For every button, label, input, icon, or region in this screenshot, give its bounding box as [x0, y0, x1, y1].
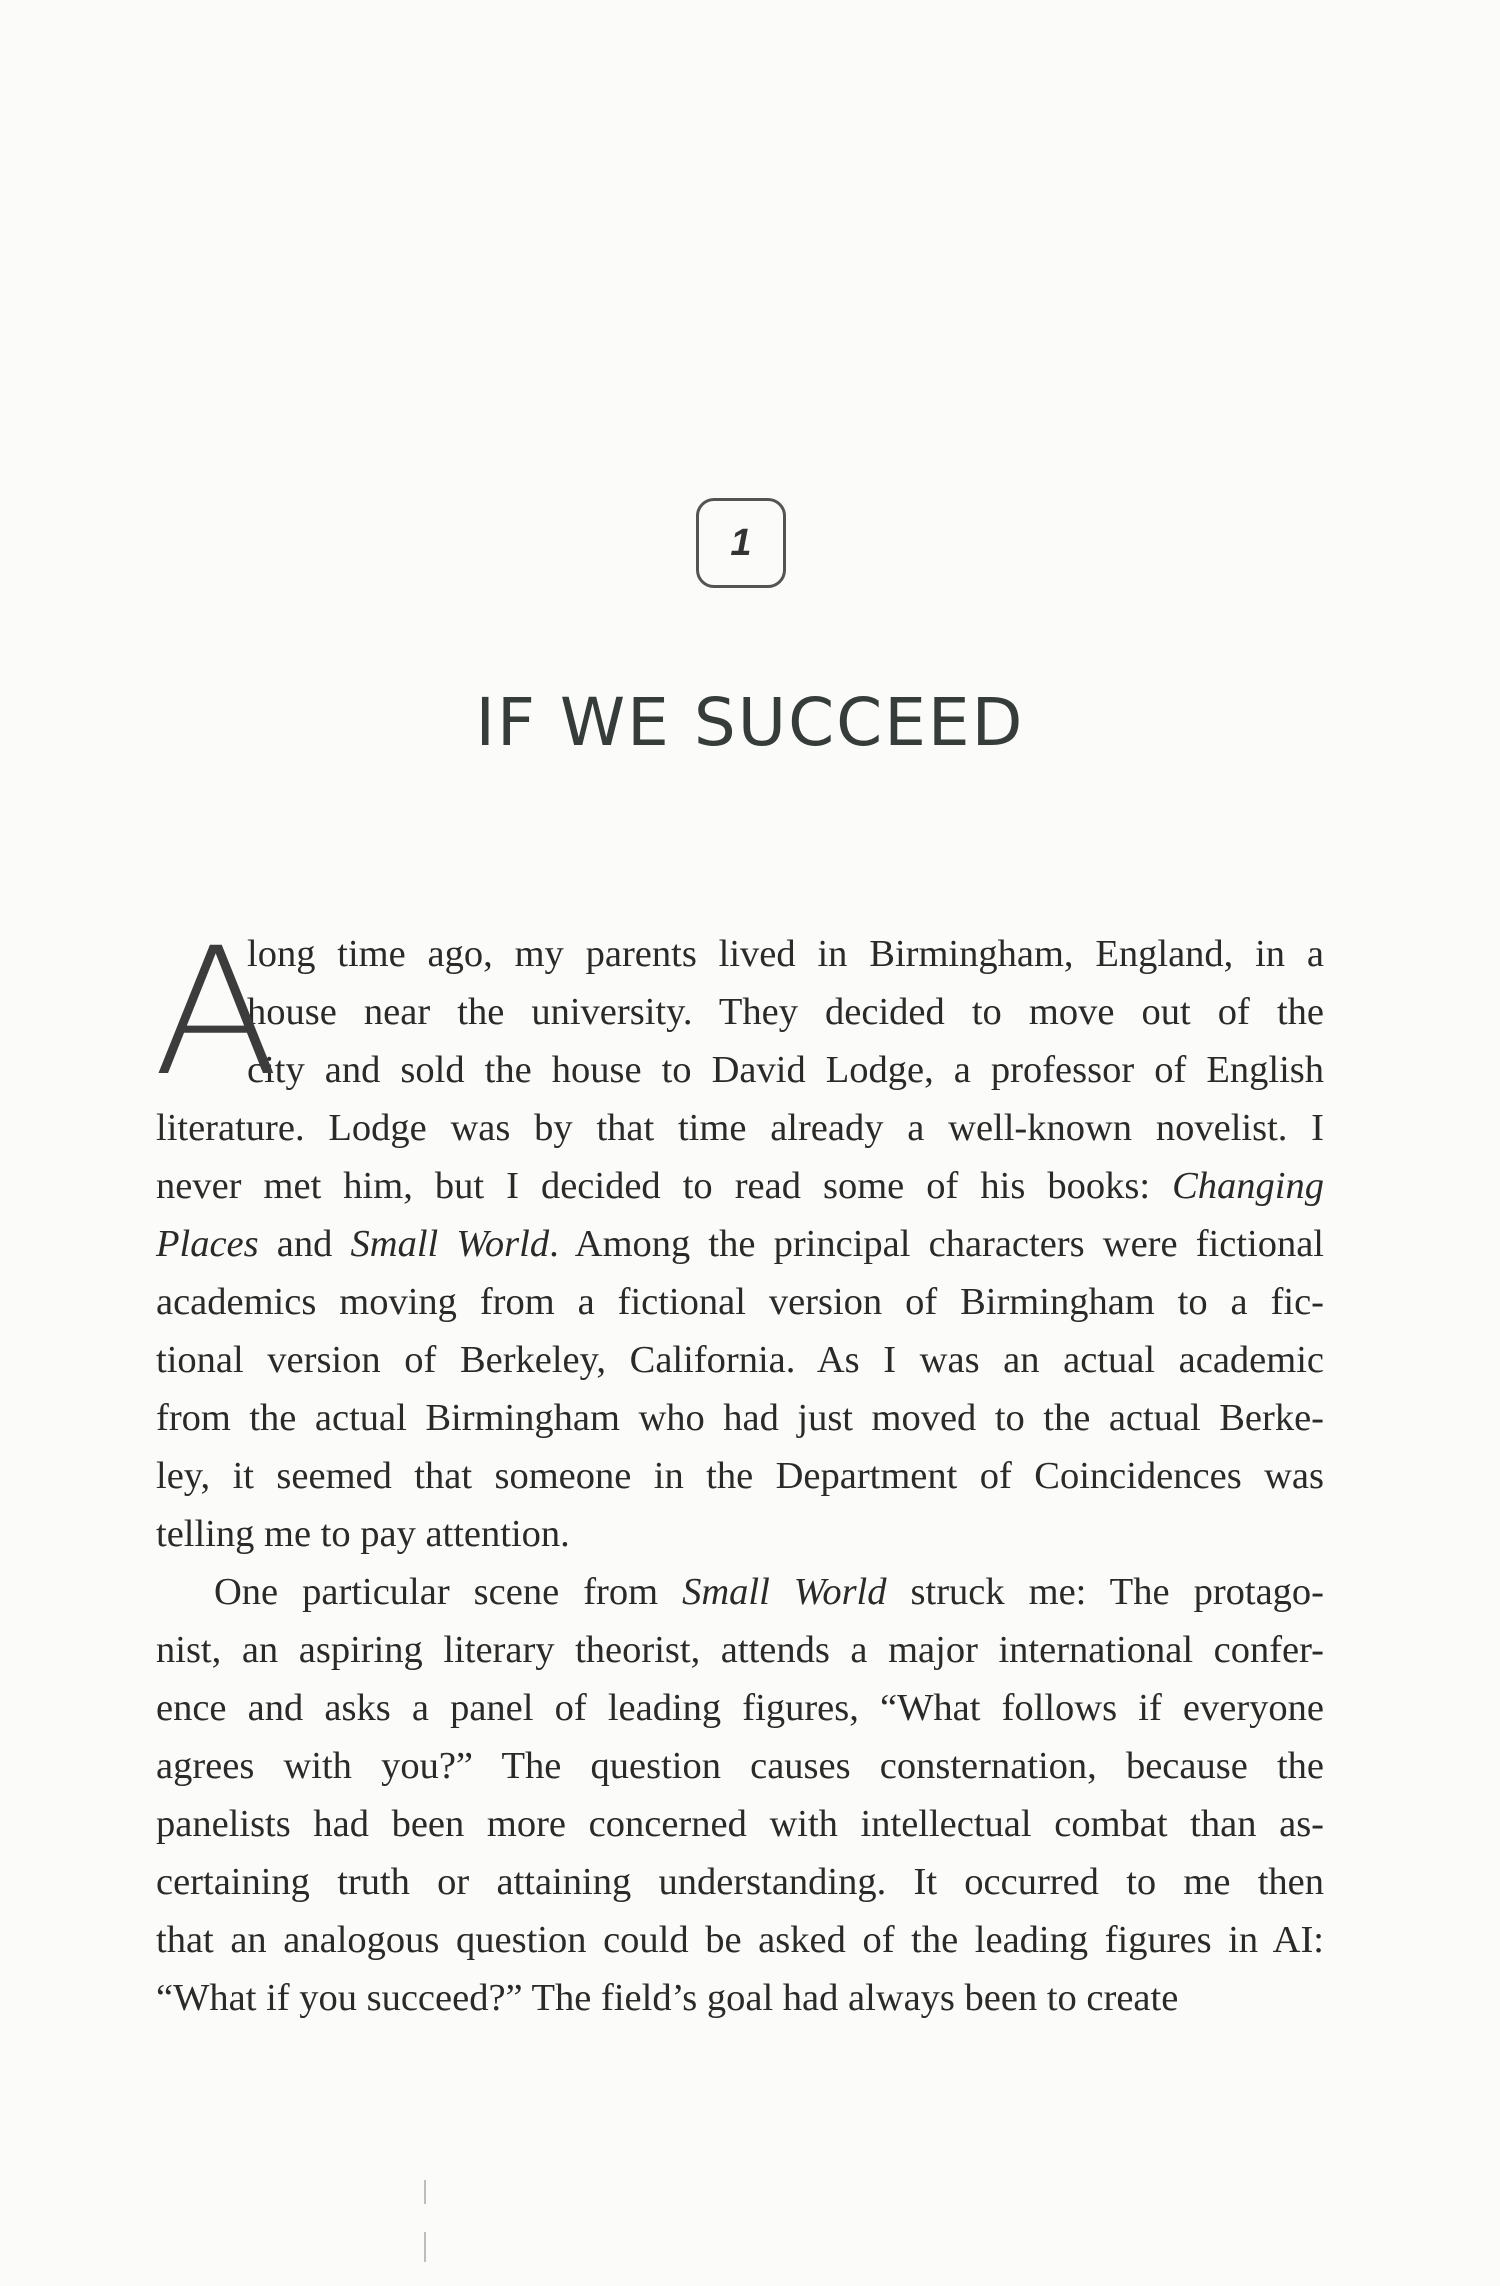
- text-run: never met him, but I decided to read some of his books:: [156, 1165, 1173, 1207]
- text-line: [156, 1621, 1324, 1679]
- paragraph: [152, 910, 1325, 1563]
- text-line: [156, 925, 1324, 983]
- chapter-title: IF WE SUCCEED: [475, 684, 1025, 762]
- text-run: panelists had been more concerned with intellectual combat than as-: [156, 1803, 1324, 1845]
- text-line: [156, 1911, 1324, 1969]
- text-run: struck me: The protago-: [886, 1571, 1324, 1613]
- text-run: city and sold the house to David Lodge, a professor of English: [247, 1049, 1324, 1091]
- text-run: long time ago, my parents lived in Birmingham, England, in a: [247, 933, 1324, 975]
- text-line: [156, 1737, 1324, 1795]
- text-line: [156, 1679, 1324, 1737]
- text-line: [156, 1563, 1324, 1621]
- text-line: [156, 1215, 1324, 1273]
- text-line: [156, 1099, 1324, 1157]
- text-run: agrees with you?” The question causes consternation, because the: [156, 1745, 1324, 1787]
- chapter-body: [152, 910, 1325, 2027]
- text-line: [156, 1389, 1324, 1447]
- text-run: . Among the principal characters were fictional: [549, 1223, 1325, 1265]
- text-run: tional version of Berkeley, California. As I was an actual academic: [156, 1339, 1324, 1381]
- italic-title: Small World: [682, 1571, 887, 1613]
- text-line: [156, 1505, 1324, 1563]
- chapter-number-badge: [696, 498, 786, 588]
- italic-title: Small World: [350, 1223, 550, 1265]
- scan-mark: [424, 2180, 426, 2204]
- chapter-number: 1: [730, 521, 752, 564]
- text-run: house near the university. They decided to move out of the: [247, 991, 1324, 1033]
- scan-mark: [424, 2232, 426, 2262]
- text-run: that an analogous question could be asked of the leading figures in AI:: [156, 1919, 1324, 1961]
- text-run: nist, an aspiring literary theorist, attends a major international confer-: [156, 1629, 1324, 1671]
- text-run: from the actual Birmingham who had just moved to the actual Berke-: [156, 1397, 1324, 1439]
- text-line: [156, 1969, 1324, 2027]
- text-run: One particular scene from: [214, 1571, 683, 1613]
- text-line: [156, 1157, 1324, 1215]
- text-run: telling me to pay attention.: [156, 1513, 570, 1555]
- text-line: [156, 1853, 1324, 1911]
- text-line: [156, 1447, 1324, 1505]
- text-run: literature. Lodge was by that time already a well-known novelist. I: [156, 1107, 1324, 1149]
- text-line: [156, 1273, 1324, 1331]
- drop-cap: A: [152, 910, 280, 1115]
- text-line: [156, 983, 1324, 1041]
- paragraph: [156, 1563, 1324, 2027]
- text-run: ence and asks a panel of leading figures, “What follows if everyone: [156, 1687, 1324, 1729]
- text-line: [156, 1331, 1324, 1389]
- text-run: academics moving from a fictional version of Birmingham to a fic-: [156, 1281, 1324, 1323]
- italic-title: Places: [156, 1223, 259, 1265]
- text-line: [156, 1041, 1324, 1099]
- italic-title: Changing: [1172, 1165, 1324, 1207]
- text-run: “What if you succeed?” The field’s goal had always been to create: [156, 1977, 1179, 2019]
- text-run: ley, it seemed that someone in the Department of Coincidences was: [156, 1455, 1324, 1497]
- text-run: certaining truth or attaining understanding. It occurred to me then: [156, 1861, 1324, 1903]
- text-run: and: [258, 1223, 351, 1265]
- text-line: [156, 1795, 1324, 1853]
